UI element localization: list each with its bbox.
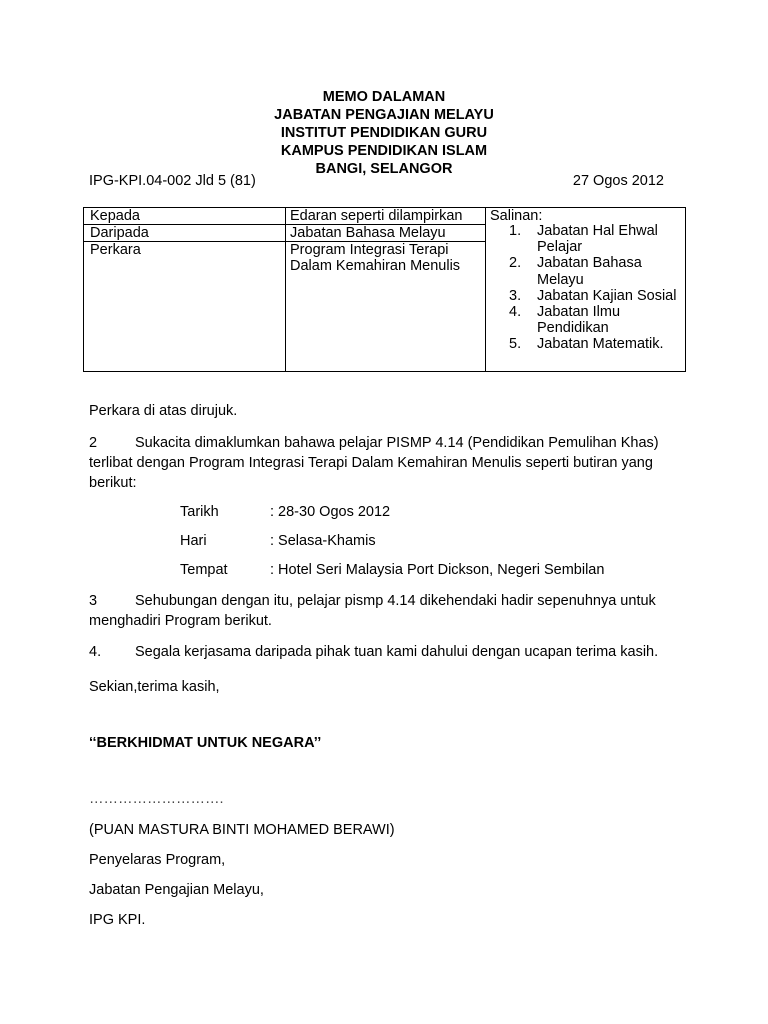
table-divider [285,208,286,371]
to-value: Edaran seperti dilampirkan [290,208,463,224]
detail-value: : Selasa-Khamis [270,533,376,549]
paragraph-text: berikut: [89,475,137,491]
paragraph-4 [89,642,658,662]
detail-row [0,533,768,553]
detail-row [0,504,768,524]
paragraph-text: terlibat dengan Program Integrasi Terapi Dalam Kemahiran Menulis seperti butiran yang [89,455,653,471]
detail-value: : 28-30 Ogos 2012 [270,504,391,520]
list-item [509,223,676,255]
copy-recipient: Jabatan Bahasa [537,255,642,272]
signatory-department: Jabatan Pengajian Melayu, [89,882,264,898]
list-number: 1. [509,223,522,239]
paragraph-number: 3 [89,593,98,609]
paragraph-number: 4. [89,644,102,660]
detail-row [0,562,768,582]
memo-date: 27 Ogos 2012 [572,173,664,189]
copy-recipient: Pendidikan [537,320,609,337]
subject-value [290,242,460,274]
signatory-organization: IPG KPI. [89,912,146,928]
signatory-title: Penyelaras Program, [89,852,226,868]
detail-label: Tempat [180,562,228,578]
institute-name: INSTITUT PENDIDIKAN GURU [280,125,488,141]
paragraph-3 [89,591,656,631]
to-label: Kepada [90,208,140,224]
list-item [509,304,676,336]
from-label: Daripada [90,225,149,241]
subject-label: Perkara [90,242,141,258]
copy-recipient: Jabatan Hal Ehwal [537,223,658,239]
campus-name: KAMPUS PENDIDIKAN ISLAM [280,143,488,159]
paragraph-number: 2 [89,435,98,451]
subject-line: Program Integrasi Terapi [290,242,449,258]
copy-recipient: Jabatan Matematik. [537,336,664,353]
list-item [509,288,676,304]
list-item [509,255,676,287]
location: BANGI, SELANGOR [315,161,453,177]
copy-recipient: Melayu [537,271,584,288]
table-divider [485,208,486,371]
signatory-name: (PUAN MASTURA BINTI MOHAMED BERAWI) [89,822,395,838]
signature-line: ………………………. [89,791,224,807]
closing-line: Sekian,terima kasih, [89,679,220,695]
memo-details-table [83,207,686,372]
list-item [509,336,676,352]
intro-paragraph: Perkara di atas dirujuk. [89,403,238,419]
subject-line: Dalam Kemahiran Menulis [290,258,461,274]
paragraph-text: Sehubungan dengan itu, pelajar pismp 4.14 dikehendaki hadir sepenuhnya untuk [135,593,656,609]
memo-header [0,88,768,178]
copies-label: Salinan: [490,208,543,224]
copy-recipient: Pelajar [537,239,583,256]
copies-list [509,223,676,353]
list-number: 3. [509,287,522,304]
detail-label: Tarikh [180,504,219,520]
copy-recipient: Jabatan Kajian Sosial [537,287,677,304]
list-number: 5. [509,336,522,353]
detail-label: Hari [180,533,207,549]
memo-title: MEMO DALAMAN [322,89,446,105]
motto: ‘‘BERKHIDMAT UNTUK NEGARA’’ [89,735,322,751]
list-number: 4. [509,304,522,321]
from-value: Jabatan Bahasa Melayu [290,225,446,241]
detail-value: : Hotel Seri Malaysia Port Dickson, Negeri Sembilan [270,562,605,578]
department-name: JABATAN PENGAJIAN MELAYU [274,107,494,123]
reference-number: IPG-KPI.04-002 Jld 5 (81) [89,173,256,189]
paragraph-2 [89,433,659,493]
paragraph-text: Sukacita dimaklumkan bahawa pelajar PISMP 4.14 (Pendidikan Pemulihan Khas) [135,435,659,451]
paragraph-text: Segala kerjasama daripada pihak tuan kami dahului dengan ucapan terima kasih. [135,644,659,660]
copy-recipient: Jabatan Ilmu [537,304,621,321]
paragraph-text: menghadiri Program berikut. [89,613,272,629]
list-number: 2. [509,255,522,272]
